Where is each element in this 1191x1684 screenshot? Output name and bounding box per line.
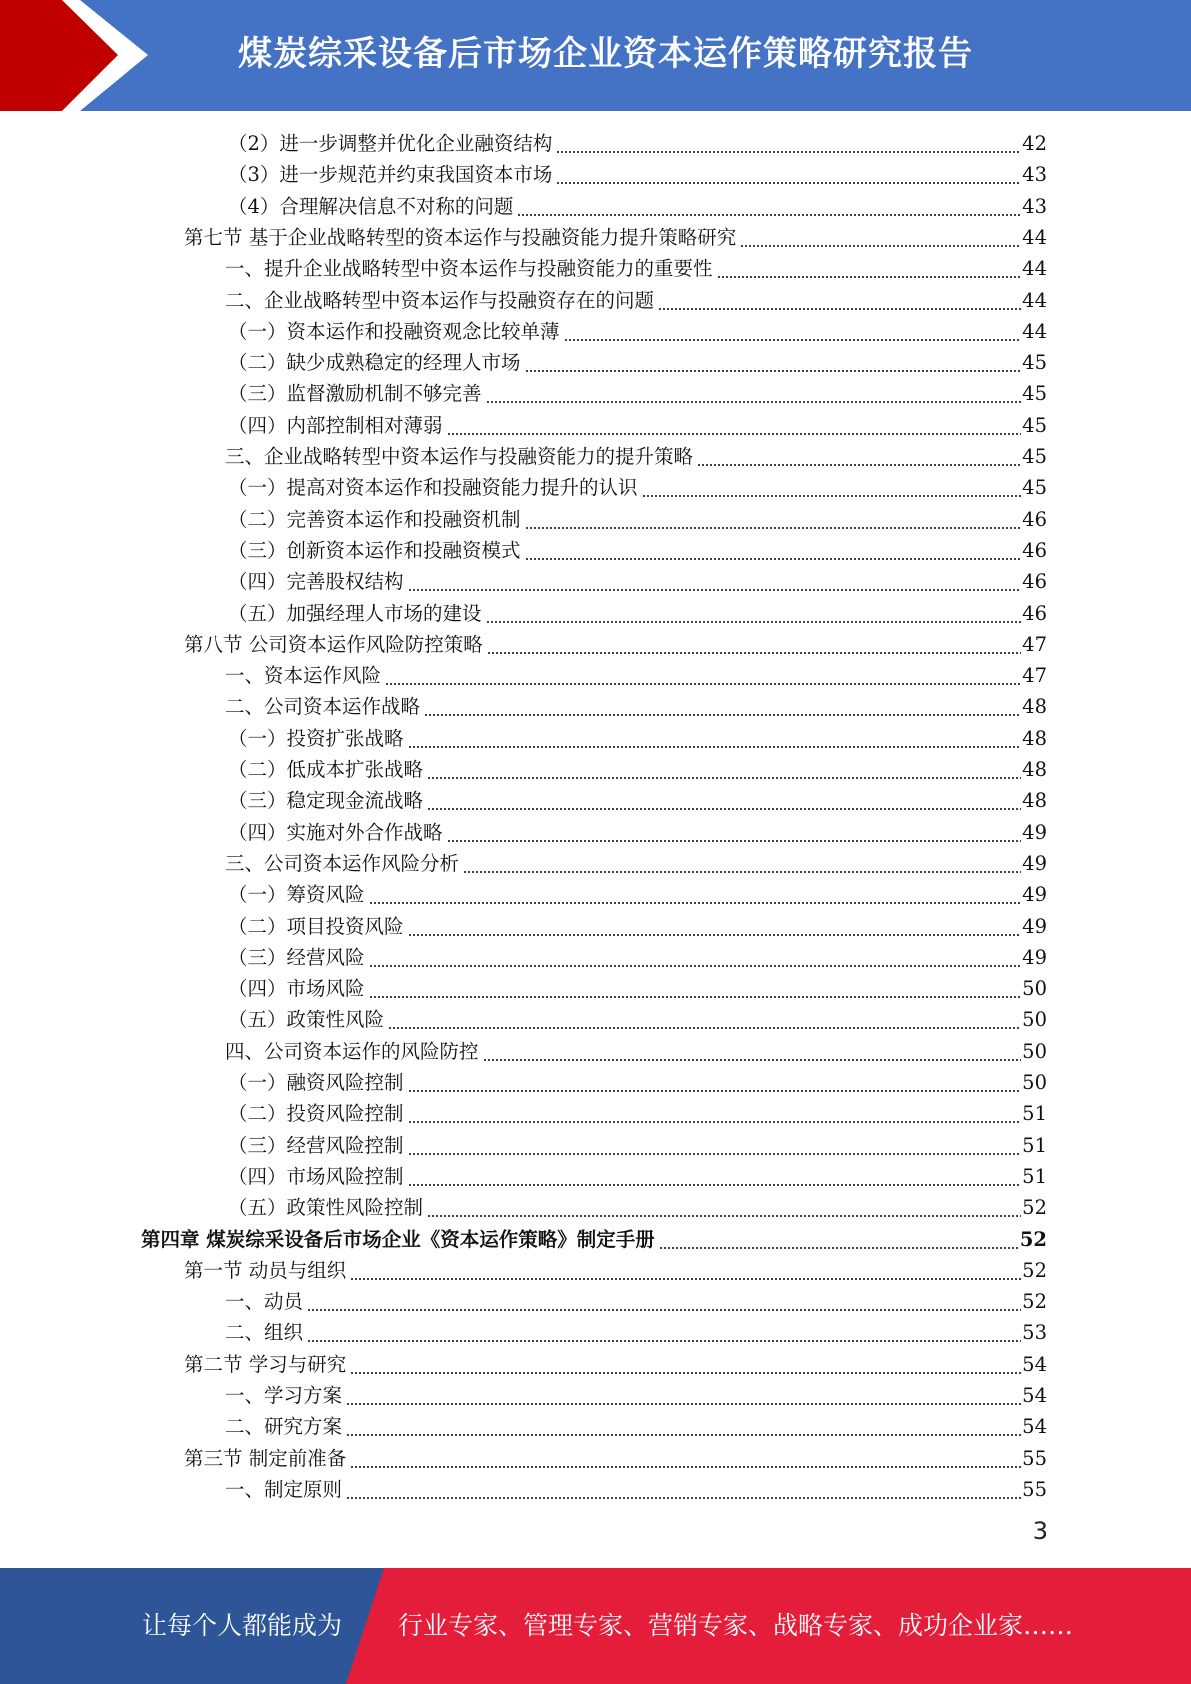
toc-entry[interactable] [225,1286,1047,1317]
toc-dot-leader [346,1411,1021,1442]
toc-entry-page: 44 [1022,226,1047,249]
toc-entry-title: （四）完善股权结构 [228,570,404,593]
toc-entry-page: 47 [1022,633,1047,656]
toc-entry[interactable] [228,973,1047,1004]
toc-dot-leader [346,1380,1021,1411]
toc-entry-page: 52 [1019,1228,1047,1251]
toc-dot-leader [525,347,1022,378]
toc-entry-page: 50 [1022,1008,1047,1031]
toc-entry-title: 二、企业战略转型中资本运作与投融资存在的问题 [225,289,655,312]
toc-entry[interactable] [228,723,1047,754]
toc-entry-page: 49 [1022,883,1047,906]
toc-entry-page: 46 [1022,602,1047,625]
toc-entry-title: （3）进一步规范并约束我国资本市场 [228,163,553,186]
toc-entry-page: 55 [1022,1478,1047,1501]
toc-entry-title: 第三节 制定前准备 [184,1447,347,1470]
toc-entry-page: 49 [1022,915,1047,938]
toc-entry-page: 46 [1022,508,1047,531]
toc-entry-title: 一、学习方案 [225,1384,343,1407]
toc-entry-page: 45 [1022,351,1047,374]
toc-entry-title: 第七节 基于企业战略转型的资本运作与投融资能力提升策略研究 [184,226,737,249]
toc-dot-leader [447,410,1022,441]
toc-entry-page: 44 [1022,320,1047,343]
toc-entry[interactable] [228,159,1047,190]
toc-dot-leader [525,535,1022,566]
toc-entry-page: 53 [1022,1321,1047,1344]
toc-entry-page: 54 [1022,1353,1047,1376]
toc-entry-title: （一）提高对资本运作和投融资能力提升的认识 [228,476,638,499]
toc-entry-page: 51 [1022,1134,1047,1157]
toc-entry-page: 45 [1022,476,1047,499]
toc-dot-leader [307,1317,1021,1348]
toc-entry-page: 54 [1022,1384,1047,1407]
toc-entry[interactable] [184,1349,1047,1380]
toc-entry-title: （二）缺少成熟稳定的经理人市场 [228,351,521,374]
toc-entry[interactable] [228,504,1047,535]
toc-entry-page: 48 [1022,727,1047,750]
toc-entry-page: 44 [1022,289,1047,312]
toc-entry[interactable] [225,253,1047,284]
toc-entry-page: 50 [1022,977,1047,1000]
toc-entry-page: 48 [1022,758,1047,781]
toc-entry-title: （三）创新资本运作和投融资模式 [228,539,521,562]
toc-entry[interactable] [225,1036,1047,1067]
toc-entry-title: （四）内部控制相对薄弱 [228,414,443,437]
toc-dot-leader [740,222,1021,253]
toc-entry[interactable] [225,441,1047,472]
toc-entry[interactable] [228,128,1047,159]
toc-entry-title: 一、资本运作风险 [225,664,382,687]
toc-entry-title: （一）融资风险控制 [228,1071,404,1094]
toc-entry[interactable] [225,1474,1047,1505]
toc-entry[interactable] [184,1255,1047,1286]
toc-entry-page: 50 [1022,1071,1047,1094]
toc-entry[interactable] [228,535,1047,566]
header-banner [0,0,1191,111]
toc-entry-title: 第四章 煤炭综采设备后市场企业《资本运作策略》制定手册 [141,1228,655,1251]
toc-entry[interactable] [228,1067,1047,1098]
toc-entry[interactable] [228,879,1047,910]
toc-dot-leader [447,817,1022,848]
toc-entry-page: 46 [1022,570,1047,593]
footer-slogan-right: 行业专家、管理专家、营销专家、战略专家、成功企业家…… [398,1611,1074,1640]
toc-entry-page: 45 [1022,414,1047,437]
toc-entry-title: （2）进一步调整并优化企业融资结构 [228,132,553,155]
toc-dot-leader [388,1004,1021,1035]
toc-dot-leader [717,253,1022,284]
toc-entry-title: 第二节 学习与研究 [184,1353,347,1376]
toc-entry-title: 一、动员 [225,1290,304,1313]
toc-entry-page: 48 [1022,695,1047,718]
toc-dot-leader [463,848,1021,879]
toc-entry-title: 二、公司资本运作战略 [225,695,421,718]
footer-banner [0,1568,1191,1684]
toc-entry-title: （五）政策性风险控制 [228,1196,424,1219]
footer-slogan-left: 让每个人都能成为 [142,1611,343,1640]
toc-entry-title: 二、研究方案 [225,1415,343,1438]
toc-entry-title: （三）监督激励机制不够完善 [228,382,482,405]
toc-dot-leader [427,1192,1021,1223]
toc-entry-title: （五）加强经理人市场的建设 [228,602,482,625]
toc-entry[interactable] [228,1192,1047,1223]
toc-entry[interactable] [225,285,1047,316]
toc-entry-title: （一）资本运作和投融资观念比较单薄 [228,320,560,343]
toc-entry[interactable] [228,1098,1047,1129]
toc-entry-page: 43 [1022,163,1047,186]
toc-entry-title: （一）筹资风险 [228,883,365,906]
toc-entry-title: 第八节 公司资本运作风险防控策略 [184,633,483,656]
toc-entry[interactable] [225,848,1047,879]
toc-entry[interactable] [228,472,1047,503]
toc-entry-title: 第一节 动员与组织 [184,1259,347,1282]
toc-entry[interactable] [228,191,1047,222]
toc-entry[interactable] [228,347,1047,378]
toc-entry-title: （二）项目投资风险 [228,915,404,938]
toc-entry-page: 45 [1022,445,1047,468]
toc-entry-title: 四、公司资本运作的风险防控 [225,1040,479,1063]
toc-entry-page: 52 [1022,1259,1047,1282]
toc-dot-leader [659,1224,1019,1255]
toc-dot-leader [408,1161,1022,1192]
toc-entry-title: （三）稳定现金流战略 [228,789,424,812]
toc-entry-page: 49 [1022,946,1047,969]
toc-dot-leader [307,1286,1021,1317]
toc-dot-leader [556,159,1021,190]
toc-entry[interactable] [225,660,1047,691]
toc-dot-leader [385,660,1021,691]
toc-entry-title: 二、组织 [225,1321,304,1344]
toc-entry-page: 51 [1022,1102,1047,1125]
toc-entry-title: 三、公司资本运作风险分析 [225,852,460,875]
toc-entry-page: 51 [1022,1165,1047,1188]
toc-dot-leader [408,566,1022,597]
toc-entry[interactable] [228,316,1047,347]
toc-entry-page: 43 [1022,195,1047,218]
toc-dot-leader [525,504,1022,535]
toc-entry[interactable] [228,1161,1047,1192]
toc-dot-leader [658,285,1021,316]
toc-entry-page: 54 [1022,1415,1047,1438]
toc-entry-page: 52 [1022,1196,1047,1219]
toc-dot-leader [427,754,1021,785]
toc-entry[interactable] [225,691,1047,722]
toc-dot-leader [424,691,1021,722]
toc-dot-leader [408,723,1022,754]
toc-entry[interactable] [228,785,1047,816]
toc-entry[interactable] [184,222,1047,253]
toc-dot-leader [369,942,1022,973]
toc-entry[interactable] [228,817,1047,848]
toc-entry-page: 44 [1022,257,1047,280]
toc-dot-leader [564,316,1022,347]
toc-entry-title: 一、制定原则 [225,1478,343,1501]
toc-entry[interactable] [228,378,1047,409]
toc-entry[interactable] [228,911,1047,942]
toc-entry-title: （三）经营风险控制 [228,1134,404,1157]
toc-entry[interactable] [228,410,1047,441]
toc-entry[interactable] [184,1443,1047,1474]
toc-entry[interactable] [228,942,1047,973]
toc-entry-page: 49 [1022,821,1047,844]
toc-dot-leader [486,598,1022,629]
toc-dot-leader [697,441,1021,472]
toc-entry-title: （四）市场风险 [228,977,365,1000]
report-title: 煤炭综采设备后市场企业资本运作策略研究报告 [238,34,973,74]
toc-dot-leader [517,191,1021,222]
toc-entry-title: （四）市场风险控制 [228,1165,404,1188]
toc-dot-leader [483,1036,1022,1067]
toc-dot-leader [487,629,1021,660]
toc-entry-page: 55 [1022,1447,1047,1470]
toc-dot-leader [556,128,1021,159]
toc-dot-leader [427,785,1021,816]
toc-dot-leader [369,879,1022,910]
toc-entry[interactable] [228,598,1047,629]
toc-entry-title: （五）政策性风险 [228,1008,385,1031]
toc-entry[interactable] [228,1130,1047,1161]
toc-dot-leader [408,1067,1022,1098]
toc-dot-leader [346,1474,1021,1505]
toc-entry-page: 48 [1022,789,1047,812]
toc-entry-title: （四）实施对外合作战略 [228,821,443,844]
toc-dot-leader [408,1130,1022,1161]
toc-entry[interactable] [225,1380,1047,1411]
toc-entry-page: 50 [1022,1040,1047,1063]
toc-dot-leader [350,1255,1021,1286]
toc-entry-title: （二）投资风险控制 [228,1102,404,1125]
toc-entry-page: 45 [1022,382,1047,405]
toc-dot-leader [350,1349,1021,1380]
toc-dot-leader [369,973,1022,1004]
toc-entry-title: （4）合理解决信息不对称的问题 [228,195,514,218]
toc-entry-title: （二）低成本扩张战略 [228,758,424,781]
toc-entry-page: 42 [1022,132,1047,155]
toc-entry-title: （三）经营风险 [228,946,365,969]
toc-entry-title: 三、企业战略转型中资本运作与投融资能力的提升策略 [225,445,694,468]
toc-entry-page: 47 [1022,664,1047,687]
toc-entry[interactable] [228,754,1047,785]
toc-dot-leader [350,1443,1021,1474]
toc-entry[interactable] [184,629,1047,660]
toc-entry[interactable] [225,1317,1047,1348]
toc-entry[interactable] [225,1411,1047,1442]
toc-entry-page: 49 [1022,852,1047,875]
toc-entry-page: 46 [1022,539,1047,562]
toc-entry-title: （二）完善资本运作和投融资机制 [228,508,521,531]
toc-dot-leader [486,378,1022,409]
toc-entry[interactable] [228,566,1047,597]
toc-entry[interactable] [228,1004,1047,1035]
toc-entry[interactable] [141,1224,1047,1255]
toc-dot-leader [408,911,1022,942]
toc-entry-title: 一、提升企业战略转型中资本运作与投融资能力的重要性 [225,257,713,280]
toc-dot-leader [642,472,1022,503]
toc-dot-leader [408,1098,1022,1129]
page-number: 3 [1032,1517,1048,1545]
toc-entry-title: （一）投资扩张战略 [228,727,404,750]
toc-entry-page: 52 [1022,1290,1047,1313]
